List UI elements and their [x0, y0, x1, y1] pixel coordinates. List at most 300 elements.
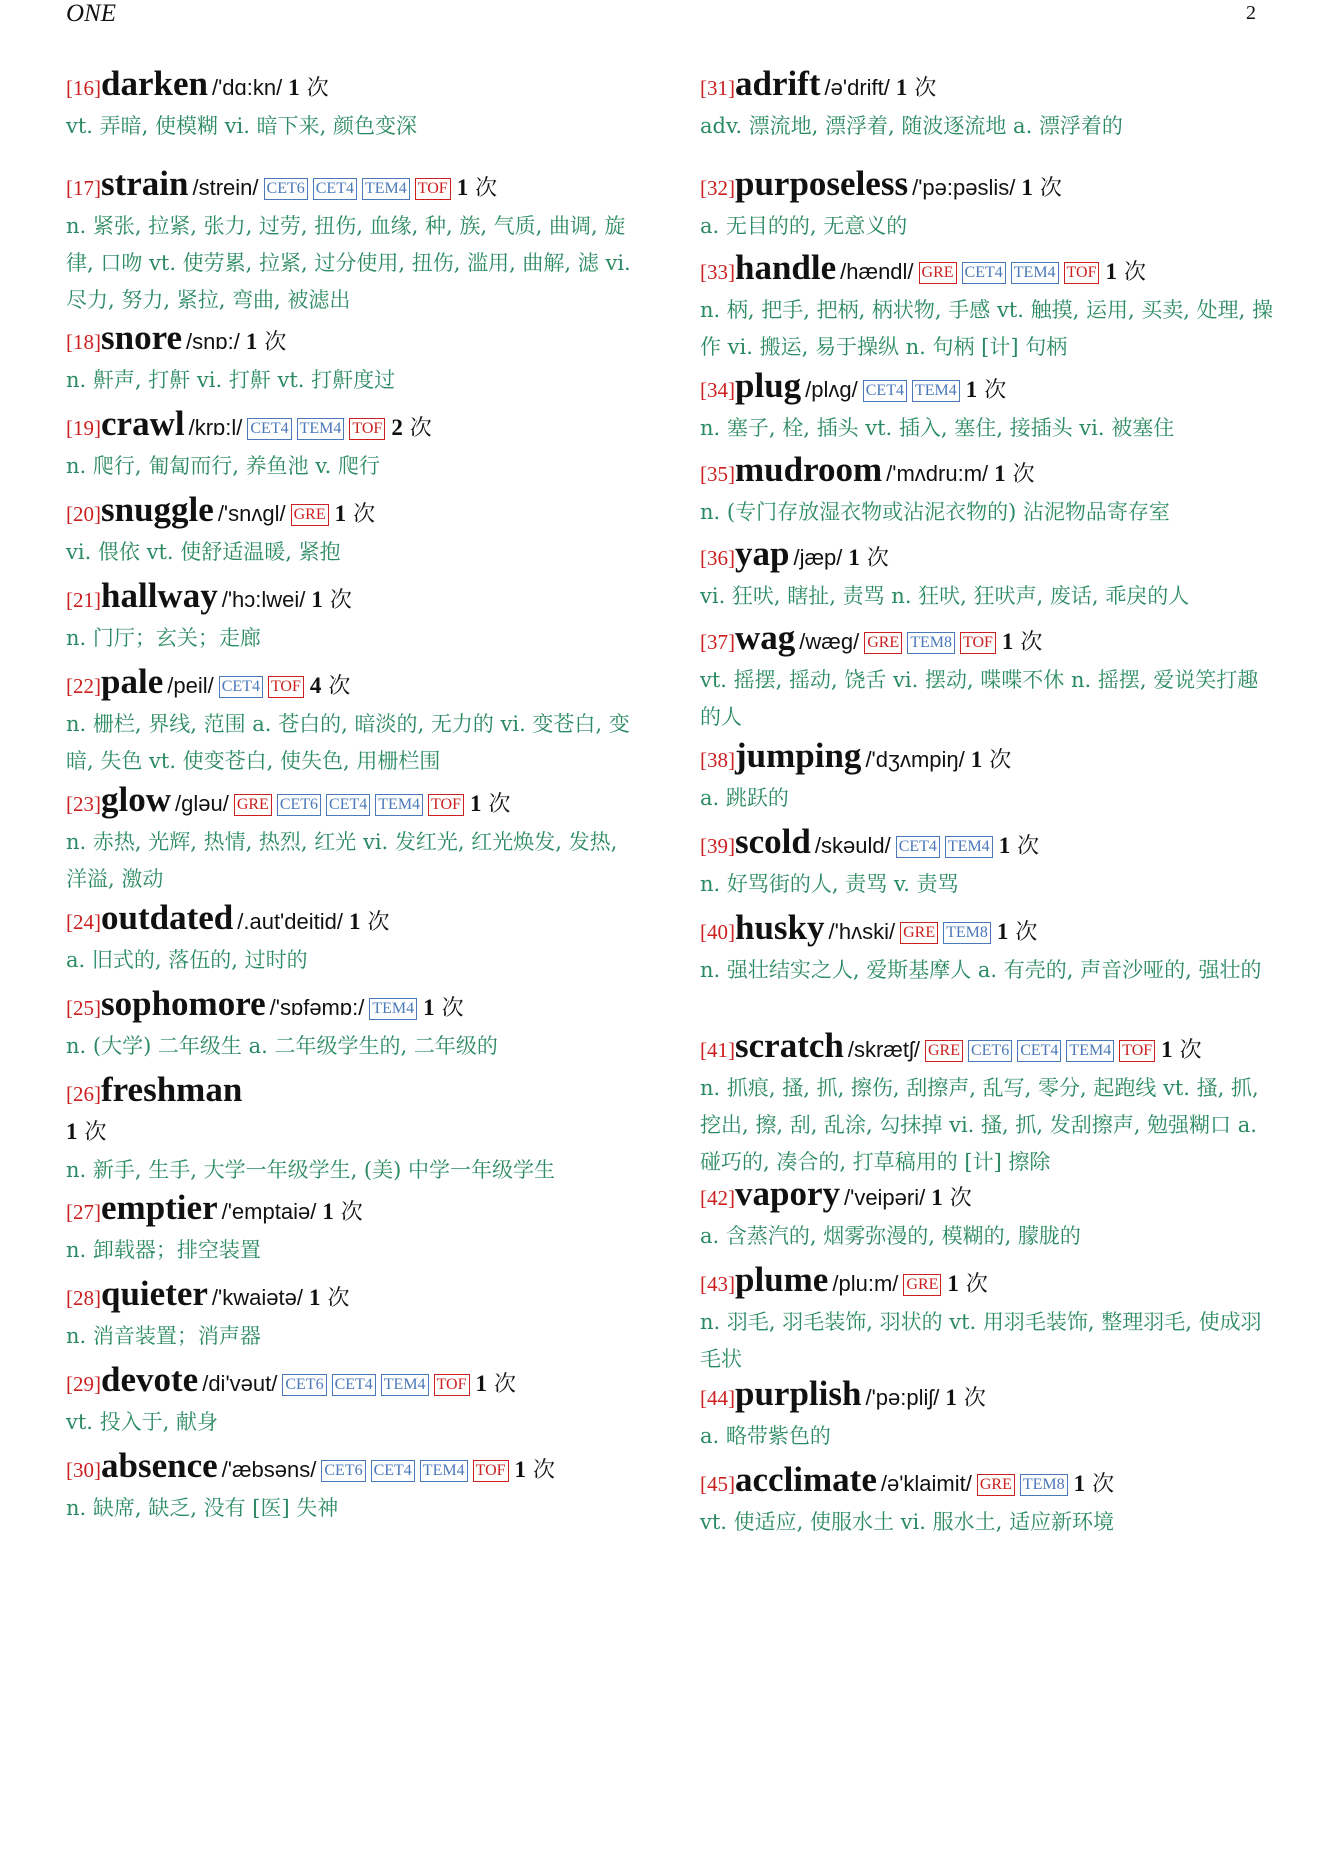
entry-headline: [66, 900, 642, 942]
occurrence-count: [470, 792, 511, 817]
entry-count-line: [66, 1114, 642, 1152]
occurrence-count: [322, 1200, 363, 1225]
count-unit: 次: [468, 176, 498, 201]
exam-tag-cet6: CET6: [968, 1040, 1012, 1062]
count-value: 1: [456, 175, 469, 200]
headword: freshman: [101, 1070, 243, 1109]
definition: n. 柄, 把手, 把柄, 柄状物, 手感 vt. 触摸, 运用, 买卖, 处理, 操作 vi. 搬运, 易于操纵 n. 句柄 [计] 句柄: [700, 298, 1274, 359]
entry-number: [21]: [66, 588, 101, 612]
vocab-entry: [66, 406, 642, 485]
exam-tag-gre: GRE: [291, 504, 329, 526]
exam-tag-cet4: CET4: [332, 1374, 376, 1396]
headword: jumping: [735, 736, 862, 775]
occurrence-count: [335, 502, 376, 527]
count-unit: 次: [907, 76, 937, 101]
count-unit: 次: [1032, 176, 1062, 201]
pronunciation: /gləu/: [175, 791, 229, 816]
vocab-entry: [700, 250, 1276, 366]
vocab-entry: [700, 536, 1276, 615]
count-unit: 次: [1010, 834, 1040, 859]
entry-headline: [700, 452, 1276, 494]
definition: n. 新手, 生手, 大学一年级学生, (美) 中学一年级学生: [66, 1158, 555, 1182]
occurrence-count: [945, 1386, 986, 1411]
entry-headline: [66, 492, 642, 534]
count-unit: 次: [77, 1120, 107, 1145]
entry-number: [25]: [66, 996, 101, 1020]
entry-number: [20]: [66, 502, 101, 526]
occurrence-count: [994, 462, 1035, 487]
exam-tag-tof: TOF: [473, 1460, 509, 1482]
exam-tag-tem8: TEM8: [907, 632, 955, 654]
count-unit: 次: [982, 748, 1012, 773]
entry-headline: [700, 1376, 1276, 1418]
headword: emptier: [101, 1188, 218, 1227]
entry-number: [22]: [66, 674, 101, 698]
count-unit: 次: [346, 502, 376, 527]
count-value: 1: [1021, 175, 1033, 200]
count-value: 1: [947, 1271, 959, 1296]
pronunciation: /'æbsəns/: [221, 1457, 317, 1482]
definition: n. 赤热, 光辉, 热情, 热烈, 红光 vi. 发红光, 红光焕发, 发热, 洋溢, 激动: [66, 830, 618, 891]
definition: vt. 弄暗, 使模糊 vi. 暗下来, 颜色变深: [66, 114, 417, 138]
definition: a. 含蒸汽的, 烟雾弥漫的, 模糊的, 朦胧的: [700, 1224, 1081, 1248]
entry-number: [42]: [700, 1186, 735, 1210]
exam-tag-gre: GRE: [864, 632, 902, 654]
exam-tag-tem4: TEM4: [912, 380, 960, 402]
exam-tag-tem4: TEM4: [362, 178, 410, 200]
occurrence-count: [311, 588, 352, 613]
pronunciation: /'dɑ:kn/: [211, 75, 283, 100]
occurrence-count: [971, 748, 1012, 773]
vocab-entry: [700, 738, 1276, 817]
headword: strain: [101, 164, 189, 203]
headword: devote: [101, 1360, 199, 1399]
entry-number: [28]: [66, 1286, 101, 1310]
entry-headline: [700, 368, 1276, 410]
occurrence-count: [848, 546, 889, 571]
vocab-entry: [66, 66, 642, 145]
occurrence-count: [931, 1186, 972, 1211]
vocab-entry: [700, 1462, 1276, 1541]
exam-tag-gre: GRE: [919, 262, 957, 284]
occurrence-count: [1105, 260, 1146, 285]
count-unit: 次: [1008, 920, 1038, 945]
vocab-entry: [700, 824, 1276, 903]
headword: plug: [735, 366, 802, 405]
entry-number: [23]: [66, 792, 101, 816]
occurrence-count: [896, 76, 937, 101]
exam-tag-tof: TOF: [1119, 1040, 1155, 1062]
count-value: 4: [309, 673, 322, 698]
count-value: 1: [848, 545, 860, 570]
vocab-entry: [66, 320, 642, 399]
headword: quieter: [101, 1274, 208, 1313]
definition: n. 塞子, 栓, 插头 vt. 插入, 塞住, 接插头 vi. 被塞住: [700, 416, 1175, 440]
entry-number: [26]: [66, 1082, 101, 1106]
count-unit: 次: [320, 1286, 350, 1311]
count-value: 1: [994, 461, 1006, 486]
header-title: ONE: [66, 0, 116, 27]
occurrence-count: [423, 996, 464, 1021]
pronunciation: /.aut'deitid/: [237, 909, 343, 934]
headword: wag: [735, 618, 796, 657]
count-value: 1: [1073, 1471, 1086, 1496]
definition: a. 跳跃的: [700, 786, 789, 810]
count-value: 1: [311, 587, 323, 612]
vocab-entry: [66, 578, 642, 657]
count-unit: 次: [1005, 462, 1035, 487]
exam-tag-cet4: CET4: [896, 836, 940, 858]
vocab-entry: [66, 664, 642, 780]
pronunciation: /'hʌski/: [828, 919, 896, 944]
entry-number: [32]: [700, 176, 735, 200]
entry-number: [19]: [66, 416, 101, 440]
count-value: 1: [334, 501, 347, 526]
count-value: 1: [965, 377, 978, 402]
headword: crawl: [101, 404, 185, 443]
count-unit: 次: [1172, 1038, 1202, 1063]
headword: mudroom: [735, 450, 883, 489]
vocab-entry: [700, 452, 1276, 531]
vocab-entry: [66, 986, 642, 1065]
exam-tag-tof: TOF: [434, 1374, 470, 1396]
occurrence-count: [1074, 1472, 1115, 1497]
definition: n. 栅栏, 界线, 范围 a. 苍白的, 暗淡的, 无力的 vi. 变苍白, 变暗, 失色 vt. 使变苍白, 使失色, 用栅栏围: [66, 712, 630, 773]
vocab-entry: [700, 1176, 1276, 1255]
vocab-entry: [66, 782, 642, 898]
exam-tag-tof: TOF: [960, 632, 996, 654]
occurrence-count: [1161, 1038, 1202, 1063]
entry-number: [31]: [700, 76, 735, 100]
exam-tag-cet4: CET4: [1017, 1040, 1061, 1062]
entry-headline: [66, 578, 642, 620]
exam-tag-cet4: CET4: [371, 1460, 415, 1482]
vocab-entry: [66, 1362, 642, 1441]
count-unit: 次: [958, 1272, 988, 1297]
occurrence-count: [999, 834, 1040, 859]
count-unit: 次: [977, 378, 1007, 403]
pronunciation: /plʌg/: [805, 377, 858, 402]
pronunciation: /'hɔ:lwei/: [221, 587, 306, 612]
entry-number: [44]: [700, 1386, 735, 1410]
entry-number: [18]: [66, 330, 101, 354]
vocab-entry: [700, 66, 1276, 145]
headword: outdated: [101, 898, 234, 937]
exam-tag-cet4: CET4: [313, 178, 357, 200]
count-unit: 次: [322, 588, 352, 613]
entry-number: [41]: [700, 1038, 735, 1062]
entry-headline: [66, 406, 642, 448]
entry-number: [33]: [700, 260, 735, 284]
count-value: 1: [245, 329, 258, 354]
entry-headline: [700, 910, 1276, 952]
vocab-entry: [66, 1072, 642, 1189]
entry-headline: [700, 250, 1276, 292]
headword: adrift: [735, 64, 821, 103]
vocab-entry: [700, 910, 1276, 989]
count-unit: 次: [434, 996, 464, 1021]
pronunciation: /ə'drift/: [824, 75, 890, 100]
count-value: 1: [514, 1457, 527, 1482]
vocab-entry: [66, 900, 642, 979]
occurrence-count: [997, 920, 1038, 945]
definition: n. 抓痕, 搔, 抓, 擦伤, 刮擦声, 乱写, 零分, 起跑线 vt. 搔, 抓, 挖出, 擦, 刮, 乱涂, 勾抹掉 vi. 搔, 抓, 发刮擦声, 勉强糊口 a. 碰巧的, 凑合的, 打草稿用的 [计] 擦除: [700, 1076, 1259, 1174]
pronunciation: /'veipəri/: [844, 1185, 926, 1210]
count-unit: 次: [257, 330, 287, 355]
exam-tag-cet4: CET4: [863, 380, 907, 402]
exam-tag-tof: TOF: [268, 676, 304, 698]
entry-headline: [700, 536, 1276, 578]
exam-tag-tem4: TEM4: [297, 418, 345, 440]
exam-tag-tem4: TEM4: [369, 998, 417, 1020]
pronunciation: /krɒ:l/: [188, 415, 243, 440]
pronunciation: /plu:m/: [832, 1271, 899, 1296]
entry-number: [39]: [700, 834, 735, 858]
headword: acclimate: [735, 1460, 877, 1499]
exam-tag-gre: GRE: [900, 922, 938, 944]
entry-headline: [66, 1362, 642, 1404]
vocab-entry: [700, 1376, 1276, 1455]
headword: husky: [735, 908, 825, 947]
exam-tag-tem4: TEM4: [420, 1460, 468, 1482]
entry-headline: [66, 66, 642, 108]
headword: darken: [101, 64, 208, 103]
entry-headline: [66, 1190, 642, 1232]
count-value: 1: [322, 1199, 334, 1224]
exam-tag-cet4: CET4: [326, 794, 370, 816]
exam-tag-tof: TOF: [415, 178, 451, 200]
headword: plume: [735, 1260, 829, 1299]
headword: glow: [101, 780, 171, 819]
headword: yap: [735, 534, 790, 573]
definition: a. 旧式的, 落伍的, 过时的: [66, 948, 308, 972]
vocab-entry: [66, 1448, 642, 1527]
headword: hallway: [101, 576, 218, 615]
entry-number: [17]: [66, 176, 101, 200]
entry-number: [27]: [66, 1200, 101, 1224]
count-unit: 次: [299, 76, 329, 101]
pronunciation: /'dʒʌmpiŋ/: [865, 747, 965, 772]
pronunciation: /'pə:pliʃ/: [865, 1385, 940, 1410]
exam-tag-tof: TOF: [428, 794, 464, 816]
count-value: 1: [66, 1119, 78, 1144]
vocab-entry: [700, 166, 1276, 245]
pronunciation: /'snʌgl/: [217, 501, 286, 526]
exam-tag-cet4: CET4: [247, 418, 291, 440]
entry-headline: [700, 824, 1276, 866]
entry-number: [16]: [66, 76, 101, 100]
count-unit: 次: [526, 1458, 556, 1483]
definition: n. (专门存放湿衣物或沾泥衣物的) 沾泥物品寄存室: [700, 500, 1170, 524]
definition: vi. 偎依 vt. 使舒适温暖, 紧抱: [66, 540, 341, 564]
exam-tag-tem8: TEM8: [1020, 1474, 1068, 1496]
entry-headline: [700, 1262, 1276, 1304]
vocab-entry: [66, 1190, 642, 1269]
entry-number: [37]: [700, 630, 735, 654]
count-value: 1: [996, 919, 1009, 944]
vocab-entry: [700, 368, 1276, 447]
entry-number: [45]: [700, 1472, 735, 1496]
occurrence-count: [476, 1372, 517, 1397]
pronunciation: /ə'klaimit/: [880, 1471, 972, 1496]
entry-headline: [700, 166, 1276, 208]
occurrence-count: [66, 1120, 107, 1145]
definition: vt. 使适应, 使服水土 vi. 服水土, 适应新环境: [700, 1510, 1114, 1534]
count-value: 1: [288, 75, 300, 100]
count-value: 1: [423, 995, 435, 1020]
entry-number: [29]: [66, 1372, 101, 1396]
count-value: 1: [945, 1385, 957, 1410]
entry-headline: [700, 620, 1276, 662]
vocab-entry: [700, 1028, 1276, 1181]
count-value: 1: [895, 75, 908, 100]
entry-headline: [66, 320, 642, 362]
pronunciation: /'pə:pəslis/: [912, 175, 1016, 200]
count-value: 1: [475, 1371, 487, 1396]
occurrence-count: [288, 76, 329, 101]
definition: a. 无目的的, 无意义的: [700, 214, 908, 238]
exam-tag-tof: TOF: [349, 418, 385, 440]
entry-headline: [700, 738, 1276, 780]
entry-number: [35]: [700, 462, 735, 486]
definition: n. 缺席, 缺乏, 没有 [医] 失神: [66, 1496, 339, 1520]
exam-tag-gre: GRE: [925, 1040, 963, 1062]
pronunciation: /di'vəut/: [202, 1371, 278, 1396]
headword: snore: [101, 318, 183, 357]
exam-tag-gre: GRE: [977, 1474, 1015, 1496]
entry-number: [24]: [66, 910, 101, 934]
count-unit: 次: [1013, 630, 1043, 655]
count-value: 1: [1161, 1037, 1173, 1062]
vocab-entry: [700, 1262, 1276, 1378]
entry-number: [36]: [700, 546, 735, 570]
count-value: 2: [391, 415, 403, 440]
count-unit: 次: [942, 1186, 972, 1211]
occurrence-count: [310, 674, 351, 699]
count-value: 1: [1001, 629, 1014, 654]
exam-tag-tem4: TEM4: [381, 1374, 429, 1396]
occurrence-count: [966, 378, 1007, 403]
vocab-entry: [66, 166, 642, 319]
occurrence-count: [947, 1272, 988, 1297]
entry-headline: [700, 1028, 1276, 1070]
count-value: 1: [469, 791, 482, 816]
entry-number: [40]: [700, 920, 735, 944]
count-unit: 次: [859, 546, 889, 571]
definition: a. 略带紫色的: [700, 1424, 831, 1448]
page-number: 2: [1246, 2, 1256, 24]
occurrence-count: [515, 1458, 556, 1483]
pronunciation: /wæg/: [799, 629, 860, 654]
pronunciation: /'emptaiə/: [221, 1199, 317, 1224]
exam-tag-tem4: TEM4: [1011, 262, 1059, 284]
count-value: 1: [348, 909, 361, 934]
headword: pale: [101, 662, 164, 701]
entry-number: [43]: [700, 1272, 735, 1296]
definition: vi. 狂吠, 瞎扯, 责骂 n. 狂吠, 狂吠声, 废话, 乖戾的人: [700, 584, 1190, 608]
entry-headline: [66, 664, 642, 706]
occurrence-count: [391, 416, 432, 441]
exam-tag-cet4: CET4: [962, 262, 1006, 284]
count-unit: 次: [1116, 260, 1146, 285]
definition: n. 紧张, 拉紧, 张力, 过劳, 扭伤, 血缘, 种, 族, 气质, 曲调, 旋律, 口吻 vt. 使劳累, 拉紧, 过分使用, 扭伤, 滥用, 曲解, 滤 vi. 尽力, 努力, 紧拉, 弯曲, 被滤出: [66, 214, 631, 312]
definition: adv. 漂流地, 漂浮着, 随波逐流地 a. 漂浮着的: [700, 114, 1123, 138]
definition: n. (大学) 二年级生 a. 二年级学生的, 二年级的: [66, 1034, 498, 1058]
headword: sophomore: [101, 984, 266, 1023]
exam-tag-cet4: CET4: [219, 676, 263, 698]
count-unit: 次: [487, 1372, 516, 1397]
headword: purplish: [735, 1374, 862, 1413]
definition: vt. 摇摆, 摇动, 饶舌 vi. 摆动, 喋喋不休 n. 摇摆, 爱说笑打趣的人: [700, 668, 1259, 729]
pronunciation: /strein/: [192, 175, 259, 200]
entry-headline: [66, 1448, 642, 1490]
count-unit: 次: [333, 1200, 363, 1225]
exam-tag-gre: GRE: [234, 794, 272, 816]
vocab-entry: [66, 492, 642, 571]
definition: n. 卸载器；排空装置: [66, 1238, 261, 1262]
count-unit: 次: [956, 1386, 986, 1411]
definition: n. 强壮结实之人, 爱斯基摩人 a. 有壳的, 声音沙哑的, 强壮的: [700, 958, 1262, 982]
vocab-entry: [700, 620, 1276, 736]
pronunciation: /snɒ:/: [186, 329, 240, 354]
exam-tag-tem4: TEM4: [1066, 1040, 1114, 1062]
headword: scold: [735, 822, 811, 861]
count-unit: 次: [481, 792, 511, 817]
pronunciation: /'mʌdru:m/: [886, 461, 989, 486]
entry-headline: [66, 1072, 642, 1114]
count-value: 1: [998, 833, 1011, 858]
pronunciation: /skrætʃ/: [847, 1037, 920, 1062]
occurrence-count: [309, 1286, 350, 1311]
pronunciation: /skəuld/: [814, 833, 891, 858]
exam-tag-cet6: CET6: [321, 1460, 365, 1482]
exam-tag-tem4: TEM4: [945, 836, 993, 858]
pronunciation: /'sɒfəmɒ:/: [269, 995, 365, 1020]
entry-number: [34]: [700, 378, 735, 402]
count-value: 1: [970, 747, 983, 772]
definition: n. 门厅；玄关；走廊: [66, 626, 261, 650]
headword: scratch: [735, 1026, 844, 1065]
exam-tag-tem8: TEM8: [943, 922, 991, 944]
definition: n. 消音装置；消声器: [66, 1324, 261, 1348]
definition: vt. 投入于, 献身: [66, 1410, 219, 1434]
exam-tag-cet6: CET6: [277, 794, 321, 816]
count-unit: 次: [402, 416, 432, 441]
entry-headline: [700, 66, 1276, 108]
headword: absence: [101, 1446, 218, 1485]
occurrence-count: [349, 910, 390, 935]
definition: n. 好骂街的人, 责骂 v. 责骂: [700, 872, 959, 896]
count-value: 1: [1105, 259, 1117, 284]
vocab-entry: [66, 1276, 642, 1355]
definition: n. 羽毛, 羽毛装饰, 羽状的 vt. 用羽毛装饰, 整理羽毛, 使成羽毛状: [700, 1310, 1262, 1371]
exam-tag-cet6: CET6: [282, 1374, 326, 1396]
exam-tag-tof: TOF: [1064, 262, 1100, 284]
entry-headline: [700, 1462, 1276, 1504]
exam-tag-gre: GRE: [903, 1274, 941, 1296]
entry-number: [30]: [66, 1458, 101, 1482]
entry-number: [38]: [700, 748, 735, 772]
definition: n. 鼾声, 打鼾 vi. 打鼾 vt. 打鼾度过: [66, 368, 396, 392]
entry-headline: [700, 1176, 1276, 1218]
count-unit: 次: [360, 910, 390, 935]
count-unit: 次: [1085, 1472, 1115, 1497]
entry-headline: [66, 166, 642, 208]
occurrence-count: [457, 176, 498, 201]
headword: handle: [735, 248, 837, 287]
definition: n. 爬行, 匍匐而行, 养鱼池 v. 爬行: [66, 454, 380, 478]
pronunciation: /'kwaiətə/: [211, 1285, 303, 1310]
